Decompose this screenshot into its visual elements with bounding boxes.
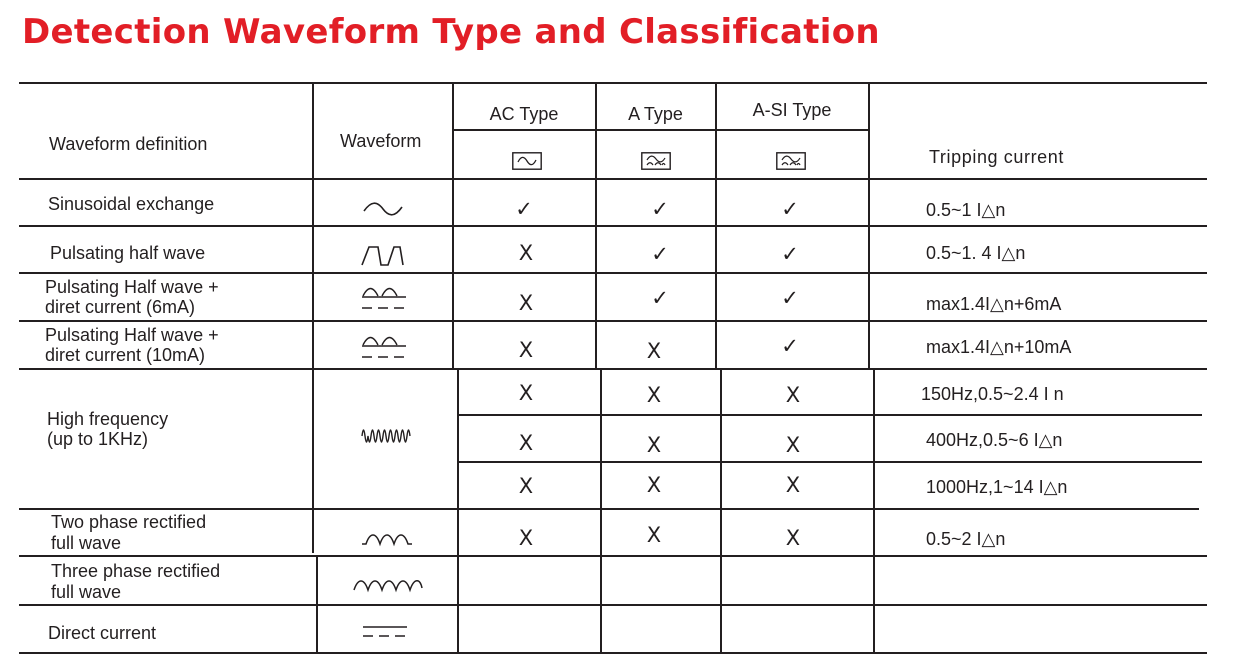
- table-top-border: [19, 82, 1207, 84]
- tripping-current-value: 400Hz,0.5~6 I△n: [926, 430, 1063, 450]
- row-definition: Pulsating Half wave +: [45, 325, 219, 345]
- a-type-icon: [641, 152, 671, 170]
- row-definition-line2: diret current (10mA): [45, 345, 206, 365]
- row-definition: Sinusoidal exchange: [48, 194, 215, 214]
- asi-type-mark: ✓: [781, 242, 799, 266]
- ac-type-icon: [512, 152, 542, 170]
- a-si-type-icon: [776, 152, 806, 170]
- ac-type-mark: X: [518, 474, 534, 498]
- tripping-current-value: max1.4I△n+6mA: [926, 294, 1062, 314]
- a-type-mark: X: [646, 339, 662, 363]
- pulsating-half-wave-icon: [360, 243, 406, 267]
- two-phase-rectified-icon: [360, 530, 414, 548]
- row-divider: [19, 368, 1207, 370]
- row-divider: [19, 320, 1207, 322]
- asi-type-mark: ✓: [781, 197, 799, 221]
- column-divider: [868, 83, 870, 369]
- sine-wave-icon: [362, 199, 404, 219]
- table-bottom-border: [19, 652, 1207, 654]
- header-asi-type: A-SI Type: [752, 100, 832, 120]
- tripping-current-value: 0.5~2 I△n: [926, 529, 1006, 549]
- row-definition: Direct current: [48, 623, 157, 643]
- column-divider: [452, 83, 454, 369]
- ac-type-mark: X: [518, 381, 534, 405]
- a-type-mark: X: [646, 523, 662, 547]
- asi-type-mark: X: [785, 433, 801, 457]
- tripping-current-value: max1.4I△n+10mA: [926, 337, 1072, 357]
- tripping-current-value: 0.5~1 I△n: [926, 200, 1006, 220]
- row-definition: Three phase rectified: [51, 561, 221, 581]
- ac-type-mark: X: [518, 338, 534, 362]
- header-a-type: A Type: [628, 104, 683, 124]
- a-type-mark: ✓: [651, 242, 669, 266]
- column-divider: [720, 368, 722, 652]
- tripping-current-value: 0.5~1. 4 I△n: [926, 243, 1026, 263]
- row-divider: [19, 604, 1207, 606]
- header-tripping-current: Tripping current: [929, 147, 1064, 167]
- ac-type-mark: ✓: [515, 197, 533, 221]
- row-definition-line2: diret current (6mA): [45, 297, 196, 317]
- asi-type-mark: ✓: [781, 334, 799, 358]
- row-definition: Pulsating Half wave +: [45, 277, 219, 297]
- a-type-mark: ✓: [651, 286, 669, 310]
- sub-row-divider: [457, 461, 1202, 463]
- tripping-current-value: 150Hz,0.5~2.4 I n: [921, 384, 1064, 404]
- three-phase-rectified-icon: [352, 574, 424, 596]
- column-divider: [312, 83, 314, 553]
- pulsating-half-wave-dc-icon: [360, 284, 408, 312]
- row-divider: [19, 225, 1207, 227]
- column-divider: [873, 368, 875, 652]
- row-definition: Pulsating half wave: [50, 243, 206, 263]
- pulsating-half-wave-dc-icon: [360, 333, 408, 361]
- row-divider: [19, 508, 1199, 510]
- header-waveform: Waveform: [340, 131, 422, 151]
- row-definition-line2: full wave: [51, 533, 122, 553]
- a-type-mark: X: [646, 473, 662, 497]
- ac-type-mark: X: [518, 241, 534, 265]
- header-waveform-definition: Waveform definition: [49, 134, 208, 154]
- row-divider: [19, 555, 1207, 557]
- asi-type-mark: X: [785, 383, 801, 407]
- column-divider: [715, 83, 717, 369]
- a-type-mark: X: [646, 383, 662, 407]
- asi-type-mark: X: [785, 473, 801, 497]
- row-definition: High frequency: [47, 409, 169, 429]
- sub-row-divider: [457, 414, 1202, 416]
- ac-type-mark: X: [518, 431, 534, 455]
- tripping-current-value: 1000Hz,1~14 I△n: [926, 477, 1068, 497]
- a-type-mark: ✓: [651, 197, 669, 221]
- a-type-mark: X: [646, 433, 662, 457]
- header-divider-types: [452, 129, 868, 131]
- row-divider: [19, 272, 1207, 274]
- ac-type-mark: X: [518, 526, 534, 550]
- column-divider: [595, 83, 597, 369]
- asi-type-mark: X: [785, 526, 801, 550]
- high-frequency-wave-icon: [360, 422, 414, 450]
- row-definition-line2: full wave: [51, 582, 122, 602]
- column-divider: [600, 368, 602, 652]
- asi-type-mark: ✓: [781, 286, 799, 310]
- row-definition: Two phase rectified: [51, 512, 207, 532]
- ac-type-mark: X: [518, 291, 534, 315]
- column-divider: [316, 555, 318, 652]
- header-ac-type: AC Type: [489, 104, 559, 124]
- direct-current-icon: [361, 624, 409, 640]
- page-title: Detection Waveform Type and Classification: [22, 12, 880, 52]
- header-bottom-border: [19, 178, 1207, 180]
- row-definition-line2: (up to 1KHz): [47, 429, 149, 449]
- column-divider: [457, 368, 459, 652]
